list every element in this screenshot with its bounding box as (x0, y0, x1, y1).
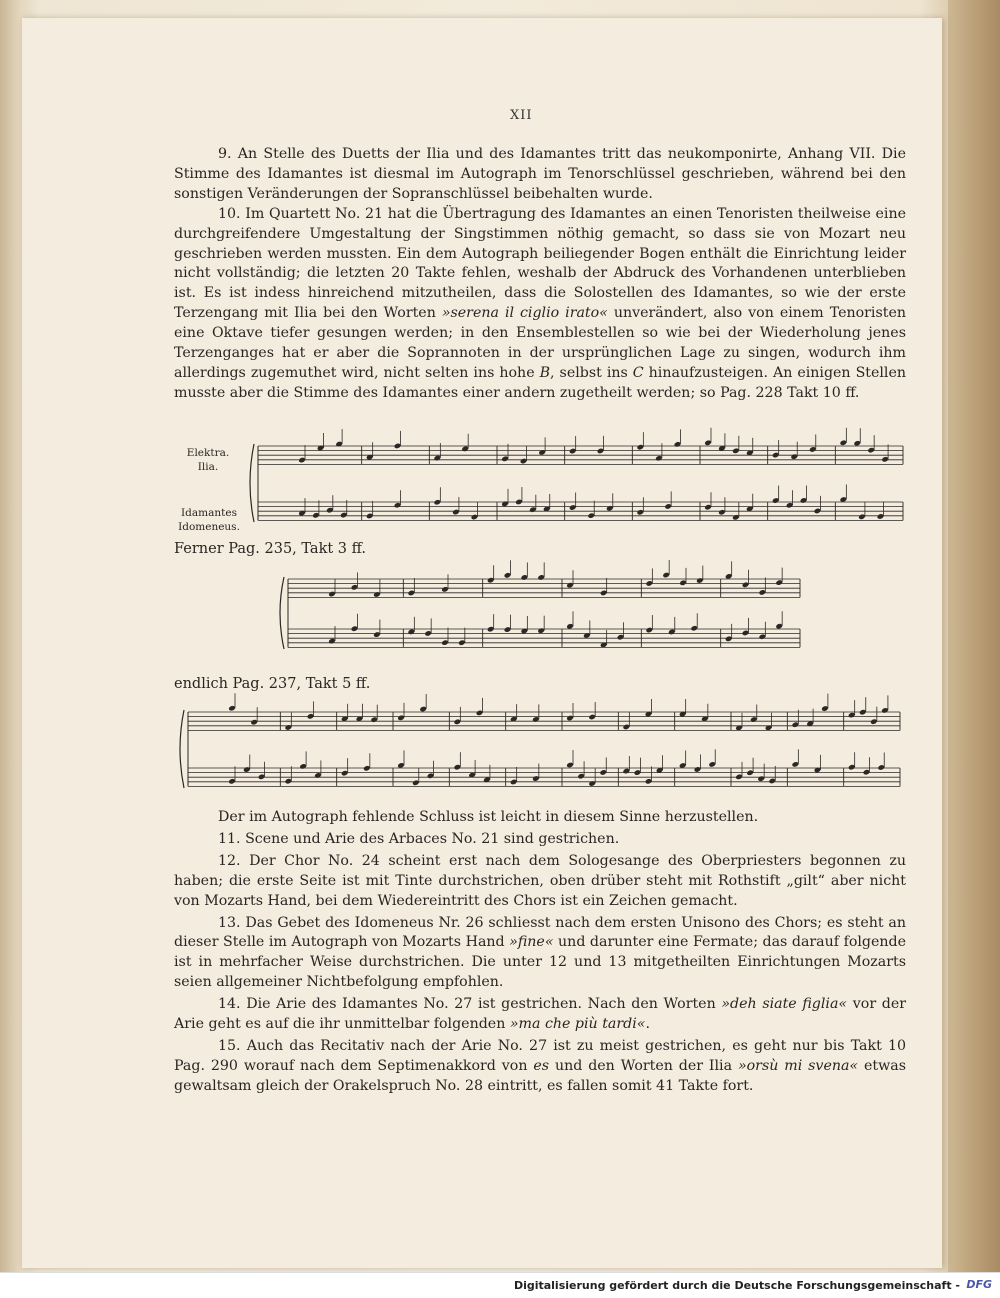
footer-credit: Digitalisierung gefördert durch die Deutsche Forschungsgemeinschaft - (513, 1279, 960, 1292)
page-number: XII (510, 108, 533, 123)
music-score-3 (176, 700, 906, 805)
paragraph-11: 11. Scene und Arie des Arbaces No. 21 sind gestrichen. (218, 830, 620, 847)
book-spine (948, 0, 1000, 1272)
paragraph-10: 10. Im Quartett No. 21 hat die Übertragung des Idamantes an einen Tenoristen theilweise eine durchgreifendere Umgestaltung der Singstimmen nöthig gemacht, so dass sie von Mozart neu geschrieben werden mussten. Ein dem Autograph beiliegender Bogen enthält die Einrichtung leider nicht vollständig; die letzten 20 Takte fehlen, weshalb der Abdruck des Vorhandenen unterblieben ist. Es ist indess hinreichend mitzutheilen, dass die Solostellen des Idamantes, so wie der erste Terzengang mit Ilia bei den Worten »serena il ciglio irato« unverändert, also von einem Tenoristen eine Oktave tiefer gesungen werden; in den Ensemblestellen so wie bei der Wiederholung jenes Terzenganges hat er aber die Soprannoten in der ursprünglichen Lage zu singen, wodurch ihm allerdings zugemuthet wird, nicht selten ins hohe B, selbst ins C hinaufzusteigen. An einigen Stellen musste aber die Stimme des Idamantes einer andern zugetheilt werden; so Pag. 228 Takt 10 ff. (174, 205, 906, 401)
score-caption-3: endlich Pag. 237, Takt 5 ff. (174, 676, 371, 692)
paragraph-9: 9. An Stelle des Duetts der Ilia und des Idamantes tritt das neukomponirte, Anhang VII. Die Stimme des Idamantes ist diesmal im Autograph im Tenorschlüssel geschrieben, während bei den sonstigen Veränderungen der Sopranschlüssel beibehalten wurde. (174, 146, 906, 202)
footer-bar (0, 1272, 1000, 1298)
dfg-logo-icon: DFG (966, 1278, 992, 1291)
system-bracket (250, 444, 254, 522)
paragraph-12: 12. Der Chor No. 24 scheint erst nach dem Sologesange des Oberpriesters begonnen zu haben; die erste Seite ist mit Tinte durchstrichen, oben drüber steht mit Rothstift „gilt“ aber nicht von Mozarts Hand, bei dem Wiedereintritt des Chors ist ein Zeichen gemacht. (174, 852, 906, 909)
text-block-bottom (174, 808, 906, 1097)
text-block-top (174, 145, 906, 404)
paragraph-15: 15. Auch das Recitativ nach der Arie No. 27 ist zu meist gestrichen, es geht nur bis Takt 10 Pag. 290 worauf nach dem Septimenakkord von es und den Worten der Ilia »orsù mi svena« etwas gewaltsam gleich der Orakelspruch No. 28 eintritt, es fallen somit 41 Takte fort. (174, 1037, 906, 1094)
music-score-2 (276, 565, 816, 675)
voice-label-idamantes-idomeneus: Idamantes Idomeneus. (178, 507, 240, 533)
paragraph-after-scores: Der im Autograph fehlende Schluss ist leicht in diesem Sinne herzustellen. (218, 809, 759, 825)
system-bracket (180, 710, 184, 788)
score-caption-2: Ferner Pag. 235, Takt 3 ff. (174, 541, 367, 557)
paragraph-14: 14. Die Arie des Idamantes No. 27 ist gestrichen. Nach den Worten »deh siate figlia« vor der Arie geht es auf die ihr unmittelbar folgenden »ma che più tardi«. (174, 996, 907, 1033)
paragraph-13: 13. Das Gebet des Idomeneus Nr. 26 schliesst nach dem ersten Unisono des Chors; es steht an dieser Stelle im Autograph von Mozarts Hand »fine« und darunter eine Fermate; das darauf folgende ist in mehrfacher Weise durchstrichen. Die unter 12 und 13 mitgetheilten Einrichtungen Mozarts seien allgemeiner Nichtbefolgung empfohlen. (174, 914, 906, 991)
system-bracket (280, 577, 284, 649)
voice-label-elektra-ilia: Elektra. Ilia. (186, 447, 230, 473)
music-score-1 (244, 440, 904, 540)
